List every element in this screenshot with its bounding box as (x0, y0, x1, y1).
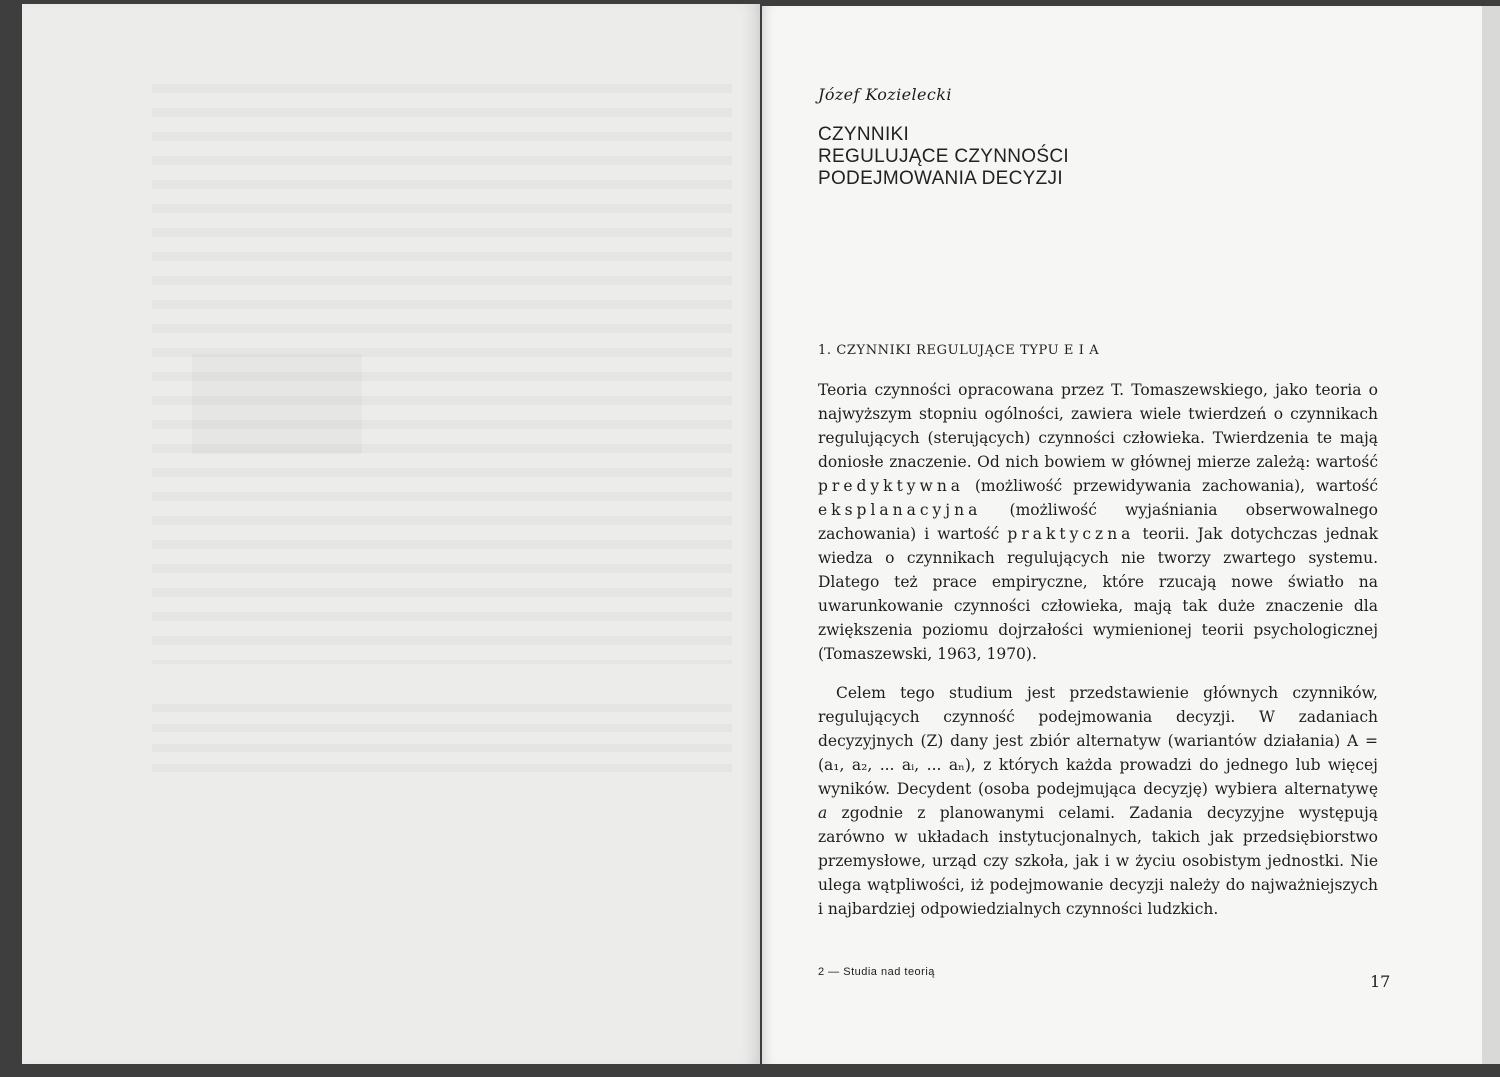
emphasis-predyktywna: predyktywna (818, 477, 965, 495)
title-line-3: PODEJMOWANIA DECYZJI (818, 168, 1063, 189)
right-page (762, 6, 1482, 1064)
paragraph-1-text-a: Teoria czynności opracowana przez T. Tomaszewskiego, jako teoria o najwyższym stopniu ogólności, zawiera wiele twierdzeń o czynnikach regulujących (sterujących) czynności człowieka. Twierdzenia te mają doniosłe znaczenie. Od nich bowiem w głównej mierze zależą: wartość (818, 381, 1378, 471)
paragraph-1-text-b: (możliwość przewidywania zachowania), wartość (964, 477, 1378, 495)
emphasis-eksplanacyjna: eksplanacyjna (818, 501, 982, 519)
paragraph-2-text-b: zgodnie z planowanymi celami. Zadania decyzyjne występują zarówno w układach instytucjonalnych, takich jak przedsiębiorstwo przemysłowe, urząd czy szkoła, jak i w życiu osobistym jednostki. Nie ulega wątpliwości, iż podejmowanie decyzji należy do najważniejszych i najbardziej odpowiedzialnych czynności ludzkich. (818, 804, 1378, 918)
title-line-2: REGULUJĄCE CZYNNOŚCI (818, 146, 1069, 167)
title-line-1: CZYNNIKI (818, 124, 910, 145)
bleed-through-heading (192, 354, 362, 454)
italic-variable-a: a (818, 804, 828, 822)
article-title (818, 124, 1069, 190)
left-page-blank (22, 4, 760, 1064)
emphasis-praktyczna: praktyczna (1007, 525, 1135, 543)
paragraph-1 (818, 378, 1378, 666)
author-name: Józef Kozielecki (818, 85, 952, 104)
paragraph-2 (818, 681, 1378, 921)
paragraph-1-text-c: (możliwość wyjaśniania obserwowalnego zachowania) i wartość (818, 501, 1378, 543)
section-heading: 1. CZYNNIKI REGULUJĄCE TYPU E I A (818, 343, 1100, 358)
paragraph-1-text-d: teorii. Jak dotychczas jednak wiedza o czynnikach regulujących nie tworzy zwartego systemu. Dlatego też prace empiryczne, które rzucają nowe światło na uwarunkowanie czynności człowieka, mają tak duże znaczenie dla zwiększenia poziomu dojrzałości wymienionej teorii psychologicznej (Tomaszewski, 1963, 1970). (818, 525, 1378, 663)
page-number: 17 (1370, 972, 1391, 991)
paragraph-2-text-a: Celem tego studium jest przedstawienie głównych czynników, regulujących czynność podejmowania decyzji. W zadaniach decyzyjnych (Z) dany jest zbiór alternatyw (wariantów działania) A = (a₁, a₂, ... aᵢ, ... aₙ), z których każda prowadzi do jednego lub więcej wyników. Decydent (osoba podejmująca decyzję) wybiera alternatywę (818, 684, 1378, 798)
bleed-through-footnotes (152, 704, 732, 784)
page-edge (1482, 6, 1500, 1064)
footnote-signature: 2 — Studia nad teorią (818, 966, 935, 978)
